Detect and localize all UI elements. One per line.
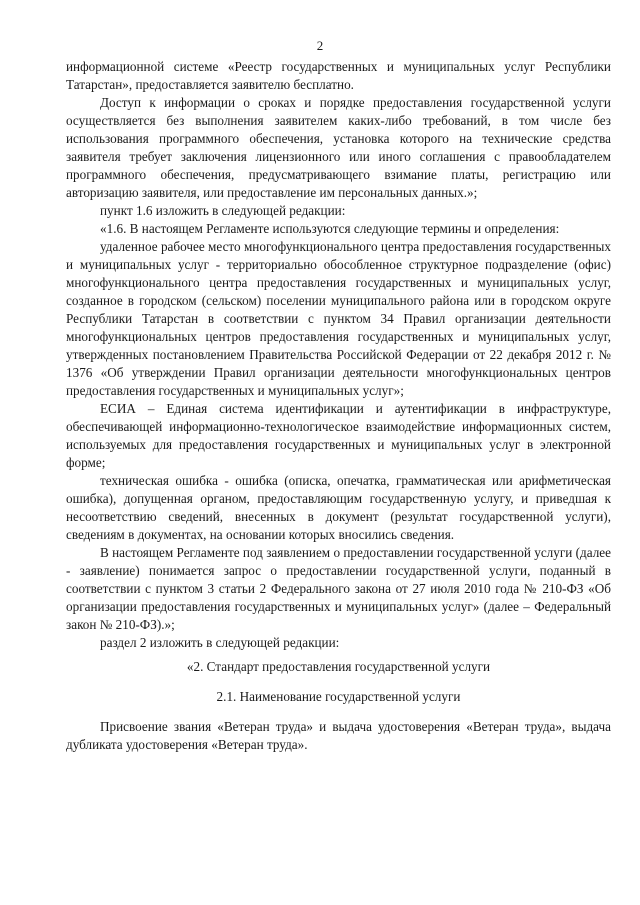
- subsection-2-1-heading: 2.1. Наименование государственной услуги: [216, 689, 461, 704]
- paragraph-information-access: Доступ к информации о сроках и порядке предоставления государственной услуги осуществляется без выполнения заявителем каких-либо требований, в том числе без использования программного обеспечения, установка которого на технические средства заявителя требует заключения лицензионного или иного соглашения с правообладателем программного обеспечения, предусматривающего взимание платы, регистрацию или авторизацию заявителя, или предоставление им персональных данных.»;: [66, 95, 611, 200]
- paragraph-terms-intro: «1.6. В настоящем Регламенте используются следующие термины и определения:: [100, 221, 560, 236]
- paragraph-amend-section-2: раздел 2 изложить в следующей редакции:: [100, 635, 340, 650]
- paragraph-esia-definition: ЕСИА – Единая система идентификации и аутентификации в инфраструктуре, обеспечивающей информационно-технологическое взаимодействие информационных систем, используемых для предоставления государственных и муниципальных услуг в электронной форме;: [66, 401, 611, 470]
- paragraph-amend-1-6: пункт 1.6 изложить в следующей редакции:: [100, 203, 346, 218]
- paragraph-technical-error-definition: техническая ошибка - ошибка (описка, опечатка, грамматическая или арифметическая ошибка), допущенная органом, предоставляющим государственную услугу, и приведшая к несоответствию сведений, внесенных в документ (результат государственной услуги), сведениям в документах, на основании которых вносились сведения.: [66, 473, 611, 542]
- section-2-heading: «2. Стандарт предоставления государственной услуги: [186, 659, 491, 674]
- paragraph-registry-continuation: информационной системе «Реестр государственных и муниципальных услуг Республики Татарстан», предоставляется заявителю бесплатно.: [66, 59, 611, 92]
- paragraph-application-definition: В настоящем Регламенте под заявлением о предоставлении государственной услуги (далее - заявление) понимается запрос о предоставлении государственной услуги, поданный в соответствии с пунктом 3 статьи 2 Федерального закона от 27 июля 2010 года № 210-ФЗ «Об организации предоставления государственных и муниципальных услуг» (далее – Федеральный закон № 210-ФЗ).»;: [66, 545, 611, 632]
- paragraph-remote-workplace-definition: удаленное рабочее место многофункционального центра предоставления государственных и муниципальных услуг - территориально обособленное структурное подразделение (офис) многофункционального центра предоставления государственных и муниципальных услуг, созданное в городском (сельском) поселении муниципального района или в городском округе Республики Татарстан в соответствии с пунктом 34 Правил организации деятельности многофункциональных центров предоставления государственных и муниципальных услуг, утвержденных постановлением Правительства Российской Федерации от 22 декабря 2012 г. № 1376 «Об утверждении Правил организации деятельности многофункциональных центров предоставления государственных и муниципальных услуг»;: [66, 239, 611, 398]
- page-number: 2: [316, 38, 324, 53]
- document-body: [66, 58, 611, 754]
- paragraph-service-name: Присвоение звания «Ветеран труда» и выдача удостоверения «Ветеран труда», выдача дубликата удостоверения «Ветеран труда».: [66, 719, 611, 752]
